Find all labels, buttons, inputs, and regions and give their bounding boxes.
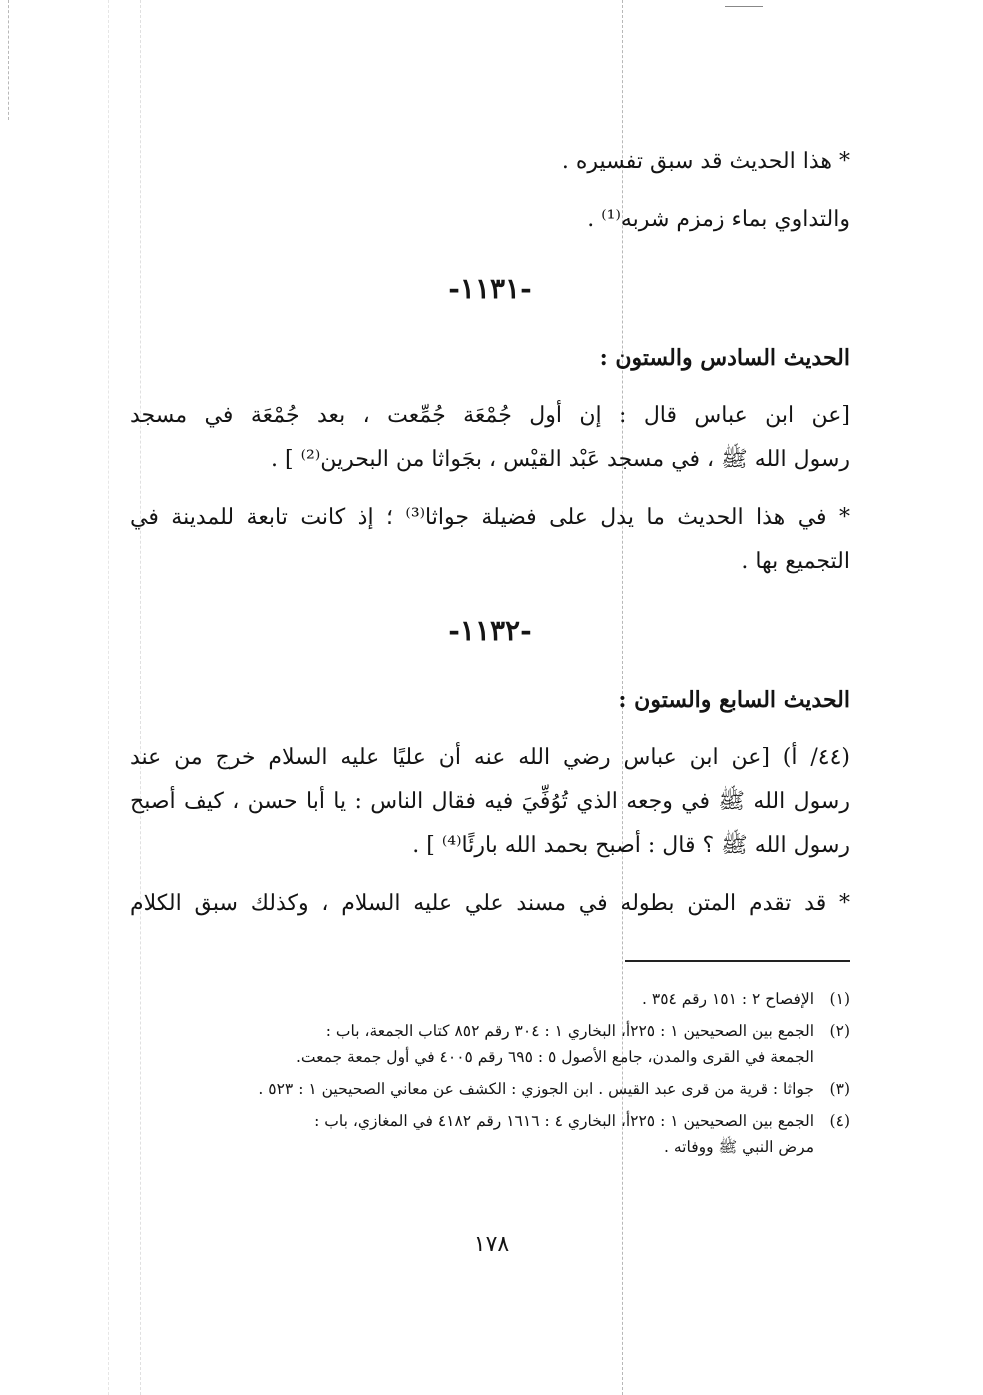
footnote-3 xyxy=(130,1076,850,1102)
footnote-number: (٢) xyxy=(829,1022,850,1040)
footnote-text: الجمع بين الصحيحين ١ : ٢٢٥أ، البخاري ١ : ٣٠٤ رقم ٨٥٢ كتاب الجمعة، باب : xyxy=(325,1022,814,1040)
hadith-text-1131-line2: رسول الله ﷺ ، في مسجد عَبْد القيْس ، بجَواثا من البحرين⁽²⁾ ] . xyxy=(271,447,850,472)
page-number: ١٧٨ xyxy=(473,1232,510,1257)
margin-line-outer xyxy=(108,0,109,1395)
paragraph-zamzam: والتداوي بماء زمزم شربه⁽¹⁾ . xyxy=(587,207,850,232)
footnote-text: الإفصاح ٢ : ١٥١ رقم ٣٥٤ . xyxy=(642,990,814,1008)
footnote-4-continued: مرض النبي ﷺ ووفاته . xyxy=(664,1138,814,1156)
footnote-text: جواثا : قرية من قرى عبد القيس . ابن الجوزي : الكشف عن معاني الصحيحين ١ : ٥٢٣ . xyxy=(258,1080,814,1098)
document-page xyxy=(130,140,850,1160)
hadith-text-1132-line2: رسول الله ﷺ في وجعه الذي تُوُفِّيَ فيه فقال الناس : يا أبا حسن ، كيف أصبح xyxy=(130,789,850,814)
scan-mark xyxy=(725,6,763,7)
hadith-comment-1132-line1: * قد تقدم المتن بطوله في مسند علي عليه السلام ، وكذلك سبق الكلام xyxy=(130,891,850,916)
footnote-2-continued: الجمعة في القرى والمدن، جامع الأصول ٥ : ٦٩٥ رقم ٤٠٠٥ في أول جمعة جمعت. xyxy=(295,1048,814,1066)
footnote-4 xyxy=(130,1108,850,1134)
footnote-1 xyxy=(130,986,850,1012)
hadith-comment-1131-line1: * في هذا الحديث ما يدل على فضيلة جواثا⁽³⁾ ؛ إذ كانت تابعة للمدينة في xyxy=(130,505,850,530)
hadith-heading-1131: الحديث السادس والستون : xyxy=(599,345,850,371)
footnotes xyxy=(130,986,850,1160)
paragraph-tafsir: * هذا الحديث قد سبق تفسيره . xyxy=(561,149,850,174)
hadith-number-1132: -١١٣٢- xyxy=(448,614,532,647)
hadith-text-1131-line1: [عن ابن عباس قال : إن أول جُمْعَة جُمِّعت ، بعد جُمْعَة في مسجد xyxy=(130,403,850,428)
hadith-heading-1132: الحديث السابع والستون : xyxy=(618,687,850,713)
hadith-number-1131: -١١٣١- xyxy=(448,272,532,305)
footnote-number: (٣) xyxy=(829,1080,850,1098)
footnote-number: (٤) xyxy=(829,1112,850,1130)
scan-edge-line xyxy=(8,0,9,120)
footnote-2 xyxy=(130,1018,850,1044)
hadith-text-1132-line3: رسول الله ﷺ ؟ قال : أصبح بحمد الله بارئًا⁽⁴⁾ ] . xyxy=(412,833,850,858)
hadith-text-1132-line1: (٤٤/ أ) [عن ابن عباس رضي الله عنه أن عليًا عليه السلام خرج من عند xyxy=(130,745,850,770)
hadith-comment-1131-line2: التجميع بها . xyxy=(741,549,850,574)
footnote-text: الجمع بين الصحيحين ١ : ٢٢٥أ، البخاري ٤ : ١٦١٦ رقم ٤١٨٢ في المغازي، باب : xyxy=(314,1112,814,1130)
footnote-number: (١) xyxy=(829,990,850,1008)
